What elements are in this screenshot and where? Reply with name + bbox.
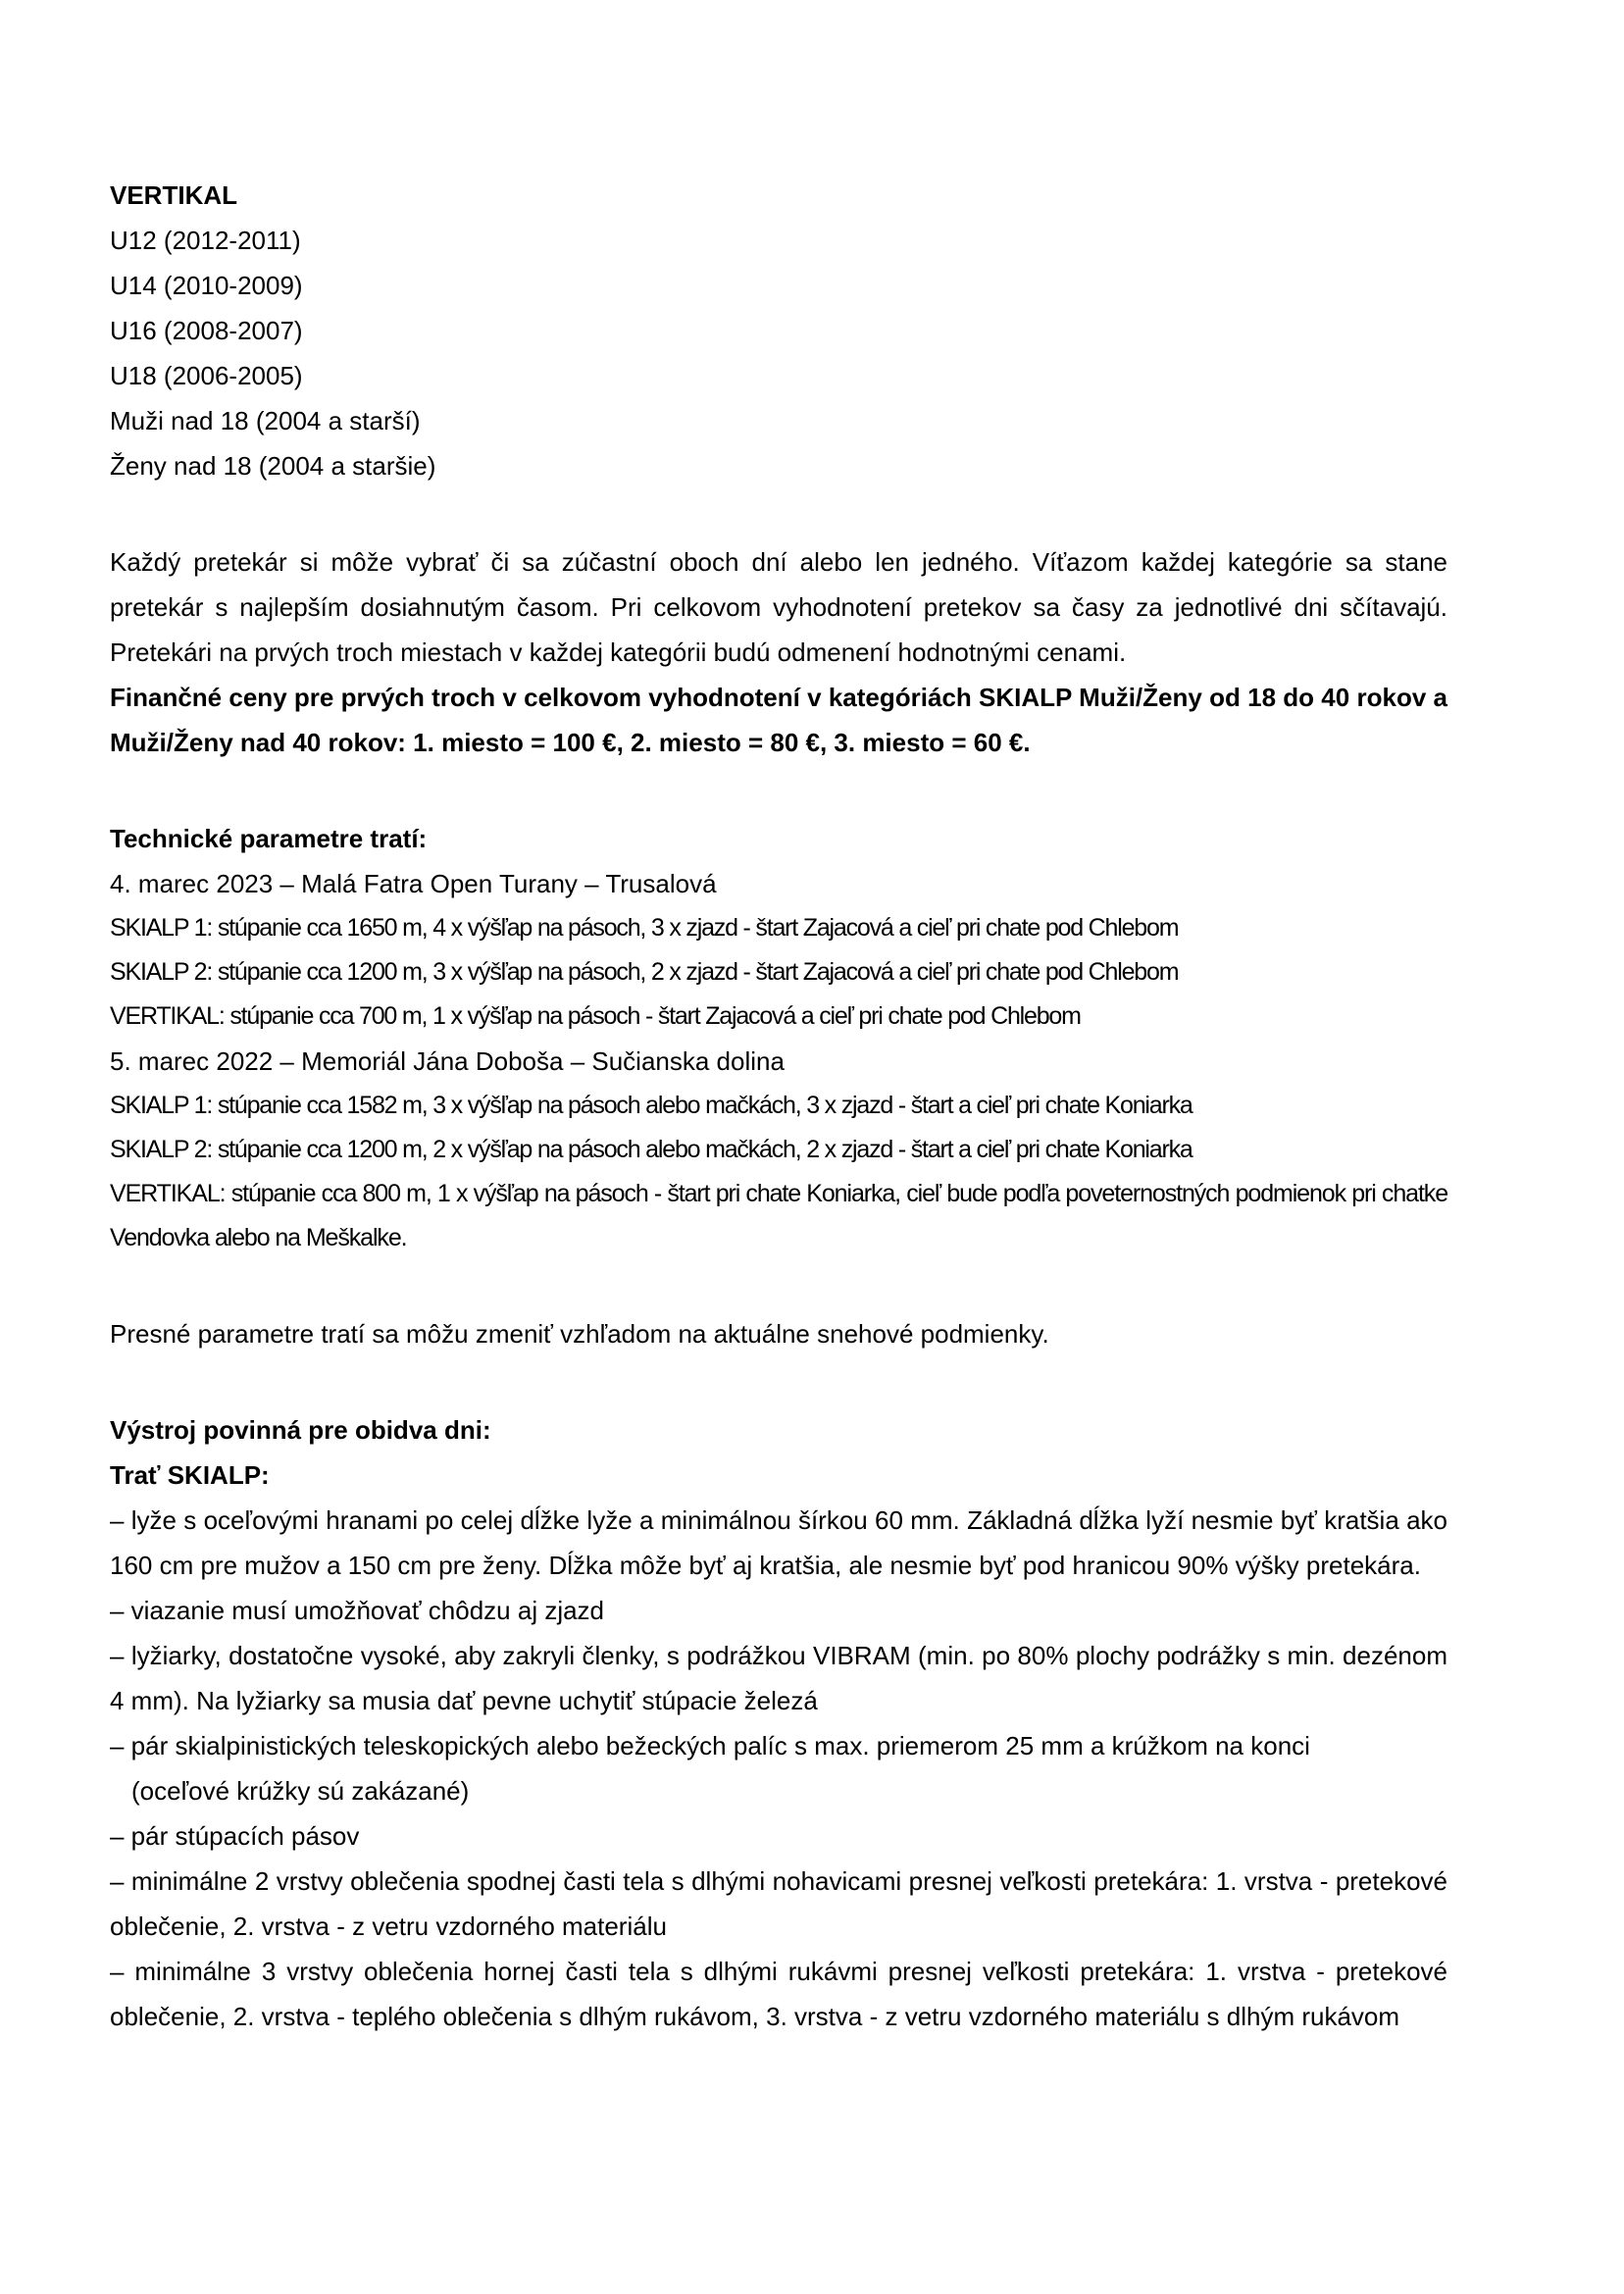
vertikal-heading: VERTIKAL (110, 180, 237, 210)
tracks-heading: Technické parametre tratí: (110, 824, 428, 853)
equipment-item: – minimálne 3 vrstvy oblečenia hornej časti tela s dlhými rukávmi presnej veľkosti pretekára: 1. vrstva - pretekové oblečenie, 2. vrstva - teplého oblečenia s dlhým rukávom, 3. vrstva - z vetru vzdorného materiálu s dlhým rukávom (110, 1957, 1447, 2031)
spacer (110, 1260, 1447, 1311)
equipment-item: – lyžiarky, dostatočne vysoké, aby zakryli členky, s podrážkou VIBRAM (min. po 80% plochy podrážky s min. dezénom 4 mm). Na lyžiarky sa musia dať pevne uchytiť stúpacie železá (110, 1641, 1447, 1715)
day1-title: 4. marec 2023 – Malá Fatra Open Turany – Trusalová (110, 869, 717, 898)
day2-title: 5. marec 2022 – Memoriál Jána Doboša – Sučianska dolina (110, 1046, 785, 1076)
equipment-item: – lyže s oceľovými hranami po celej dĺžke lyže a minimálnou šírkou 60 mm. Základná dĺžka lyží nesmie byť kratšia ako 160 cm pre mužov a 150 cm pre ženy. Dĺžka môže byť aj kratšia, ale nesmie byť pod hranicou 90% výšky pretekára. (110, 1505, 1447, 1580)
equipment-item: – pár stúpacích pásov (110, 1821, 360, 1851)
category-item: U12 (2012-2011) (110, 226, 301, 255)
category-item: Muži nad 18 (2004 a starší) (110, 406, 421, 435)
spacer (110, 488, 1447, 539)
track-line: VERTIKAL: stúpanie cca 700 m, 1 x výšľap na pásoch - štart Zajacová a cieľ pri chate pod Chlebom (110, 1002, 1081, 1030)
track-line: SKIALP 1: stúpanie cca 1650 m, 4 x výšľap na pásoch, 3 x zjazd - štart Zajacová a cieľ pri chate pod Chlebom (110, 914, 1179, 942)
spacer (110, 765, 1447, 816)
track-vertikal-line: VERTIKAL: stúpanie cca 800 m, 1 x výšľap na pásoch - štart pri chate Koniarka, cieľ bude podľa poveternostných podmienok pri chatke Vendovka alebo na Meškalke. (110, 1180, 1447, 1251)
track-line: SKIALP 1: stúpanie cca 1582 m, 3 x výšľap na pásoch alebo mačkách, 3 x zjazd - štart a cieľ pri chate Koniarka (110, 1092, 1193, 1119)
equipment-item: – viazanie musí umožňovať chôdzu aj zjazd (110, 1596, 605, 1625)
category-item: U14 (2010-2009) (110, 271, 303, 300)
equipment-item: – pár skialpinistických teleskopických alebo bežeckých palíc s max. priemerom 25 mm a krúžkom na konci (110, 1731, 1310, 1760)
document-body (110, 173, 1447, 2039)
equipment-item: – minimálne 2 vrstvy oblečenia spodnej časti tela s dlhými nohavicami presnej veľkosti pretekára: 1. vrstva - pretekové oblečenie, 2. vrstva - z vetru vzdorného materiálu (110, 1866, 1447, 1941)
equipment-heading: Výstroj povinná pre obidva dni: (110, 1415, 491, 1445)
category-item: Ženy nad 18 (2004 a staršie) (110, 451, 436, 481)
track-line: SKIALP 2: stúpanie cca 1200 m, 2 x výšľap na pásoch alebo mačkách, 2 x zjazd - štart a cieľ pri chate Koniarka (110, 1136, 1193, 1163)
equipment-item-continuation: (oceľové krúžky sú zakázané) (131, 1776, 470, 1806)
spacer (110, 1356, 1447, 1407)
tracks-note: Presné parametre tratí sa môžu zmeniť vzhľadom na aktuálne snehové podmienky. (110, 1319, 1049, 1349)
track-line: SKIALP 2: stúpanie cca 1200 m, 3 x výšľap na pásoch, 2 x zjazd - štart Zajacová a cieľ pri chate pod Chlebom (110, 958, 1179, 986)
equipment-subheading: Trať SKIALP: (110, 1460, 270, 1490)
prizes-paragraph: Finančné ceny pre prvých troch v celkovom vyhodnotení v kategóriách SKIALP Muži/Ženy od 18 do 40 rokov a Muži/Ženy nad 40 rokov: 1. miesto = 100 €, 2. miesto = 80 €, 3. miesto = 60 €. (110, 683, 1447, 757)
category-item: U18 (2006-2005) (110, 361, 303, 390)
rules-paragraph: Každý pretekár si môže vybrať či sa zúčastní oboch dní alebo len jedného. Víťazom každej kategórie sa stane pretekár s najlepším dosiahnutým časom. Pri celkovom vyhodnotení pretekov sa časy za jednotlivé dni sčítavajú. Pretekári na prvých troch miestach v každej kategórii budú odmenení hodnotnými cenami. (110, 547, 1447, 667)
category-item: U16 (2008-2007) (110, 316, 303, 345)
